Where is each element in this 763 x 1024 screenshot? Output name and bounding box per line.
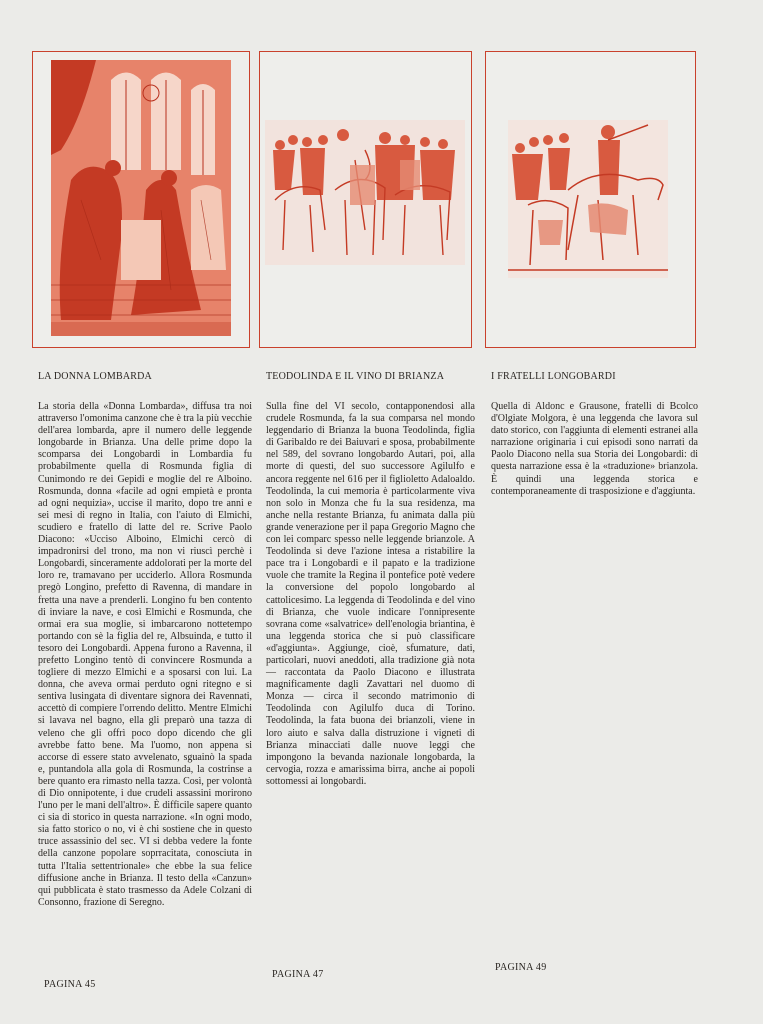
page-ref-49: PAGINA 49	[495, 962, 547, 973]
illustration-frame-fratelli	[485, 51, 696, 348]
engraving-teodolinda-procession	[265, 120, 465, 265]
page-ref-47: PAGINA 47	[272, 969, 324, 980]
section-body: La storia della «Donna Lombarda», diffusa tra noi attraverso l'omonima canzone che è tra la più vecchie dell'area lombarda, apre il numero delle leggende longobarde in Brianza. Una delle prime dopo la scomparsa dei Longobardi in Lombardia fu probabilmente quella di Rosmunda figlia di Cunimondo re dei Gepidi e moglie del re Alboino. Rosmunda, donna «facile ad ogni empietà e pronta ad ogni nequizia», uccise il marito, dopo tre anni e sei mesi di regno in Italia, con l'aiuto di Elmichi, scudiero e fratello di latte del re. Scrive Paolo Diacono: «Ucciso Alboino, Elmichi cercò di impadronirsi del trono, ma non vi riuscì perchè i Longobardi, sinceramente addolorati per la morte del loro re, tramavano per ucciderlo. Allora Rosmunda pregò Longino, prefetto di Ravenna, di mandare in fretta una nave a prenderli. Longino fu ben contento di inviare la nave, e così Elmichi e Rosmunda, che ormai era sua moglie, si imbarcarono nottetempo portando con sè la figlia del re, Albsuinda, e tutto il tesoro dei Longobardi. Appena furono a Ravenna, il prefetto Longino tentò di convincere Rosmunda a togliere di mezzo Elmichi e a sposarsi con lui. La donna, che aveva ormai perduto ogni ritegno e si sentiva lusingata di diventare signora dei Ravennati, accettò di compiere l'orrendo delitto. Mentre Elmichi si lavava nel bagno, ella gli preparò una tazza di veleno che gli offrì poco dopo dicendo che gli avrebbe fatto bene. Ma l'uomo, non appena si accorse di essere stato avvelenato, sguainò la spada e, puntandola alla gola di Rosmunda, la costrinse a bere quanto era rimasto nella tazza. Così, per volontà di Dio onnipotente, i due crudeli assassini morirono l'uno per le mani dell'altro». È difficile sapere quanto ci sia di storico in questa narrazione. «In ogni modo, sia fatto storico o no, vi è chi sostiene che in questo truce assassinio del sec. VI si debba vedere la fonte della canzone popolare soprracitata, conosciuta in tutta l'Italia settentrionale» che ebbe la sua felice diffusione anche in Brianza. Il testo della «Canzun» qui pubblicata è stato trasmesso da Adele Colzani di Consonno, frazione di Seregno.	[38, 401, 252, 908]
section-body: Quella di Aldonc e Grausone, fratelli di Bcolco d'Olgiate Molgora, è una leggenda che lavora sul dato storico, con l'aggiunta di elementi estranei alla narrazione originaria i cui episodi sono narrati da Paolo Diacono nella sua Storia dei Longobardi: di questa narrazione essa è la «traduzione» brianzola. È quindi una leggenda storica e contemporaneamente di trasposizione e d'aggiunta.	[491, 401, 698, 497]
engraving-fratelli-longobardi	[508, 120, 668, 278]
section-title: LA DONNA LOMBARDA	[38, 371, 152, 382]
section-body: Sulla fine del VI secolo, contapponendosi alla crudele Rosmunda, fa la sua comparsa nel mondo leggendario di Brianza la buona Teodolinda, figlia di Garibaldo re dei Baiuvari e sposa, probabilmente nel 589, del sovrano longobardo Autari, poi, alla morte di questi, del suo successore Agilulfo e ancora reggente nel 616 per il figlioletto Adaloaldo. Teodolinda, la cui memoria è particolarmente viva non solo in Monza che fu la sua residenza, ma anche nella restante Brianza, fu animata dalla più grande venerazione per il papa Gregorio Magno che con lei comparc spesso nelle leggende brianzole. A Teodolinda si deve l'azione intesa a ristabilire la pace tra i Longobardi e il papato e la tradizione vuole che tramite la Regina il pontefice potè vedere la conversione del popolo longobardo al cattolicesimo. La leggenda di Teodolinda e del vino di Brianza, che vuole indicare l'onnipresente sovrana come «salvatrice» dell'enologia briantina, è una leggenda storica che si può classificare «d'aggiunta». Aggiunge, cioè, sfumature, dati, particolari, nuovi aneddoti, alla tradizione già nota — raccontata da Paolo Diacono e illustrata magnificamente dagli Zavattari nel duomo di Monza — circa il secondo matrimonio di Teodolinda con Agilulfo duca di Torino. Teodolinda, la fata buona dei brianzoli, viene in loro aiuto e salva dalla distruzione i vigneti di Brianza minacciati dalle nuove leggi che impongono la bevanda nazionale longobarda, la cervogia, rozza e amarissima birra, anche ai popoli sottomessi ai longobardi.	[266, 401, 475, 787]
illustration-frame-teodolinda	[259, 51, 472, 348]
illustration-frame-donna-lombarda	[32, 51, 250, 348]
section-title: TEODOLINDA E IL VINO DI BRIANZA	[266, 371, 445, 382]
section-title: I FRATELLI LONGOBARDI	[491, 371, 616, 382]
page-ref-45: PAGINA 45	[44, 979, 96, 990]
engraving-donna-lombarda	[51, 60, 231, 336]
